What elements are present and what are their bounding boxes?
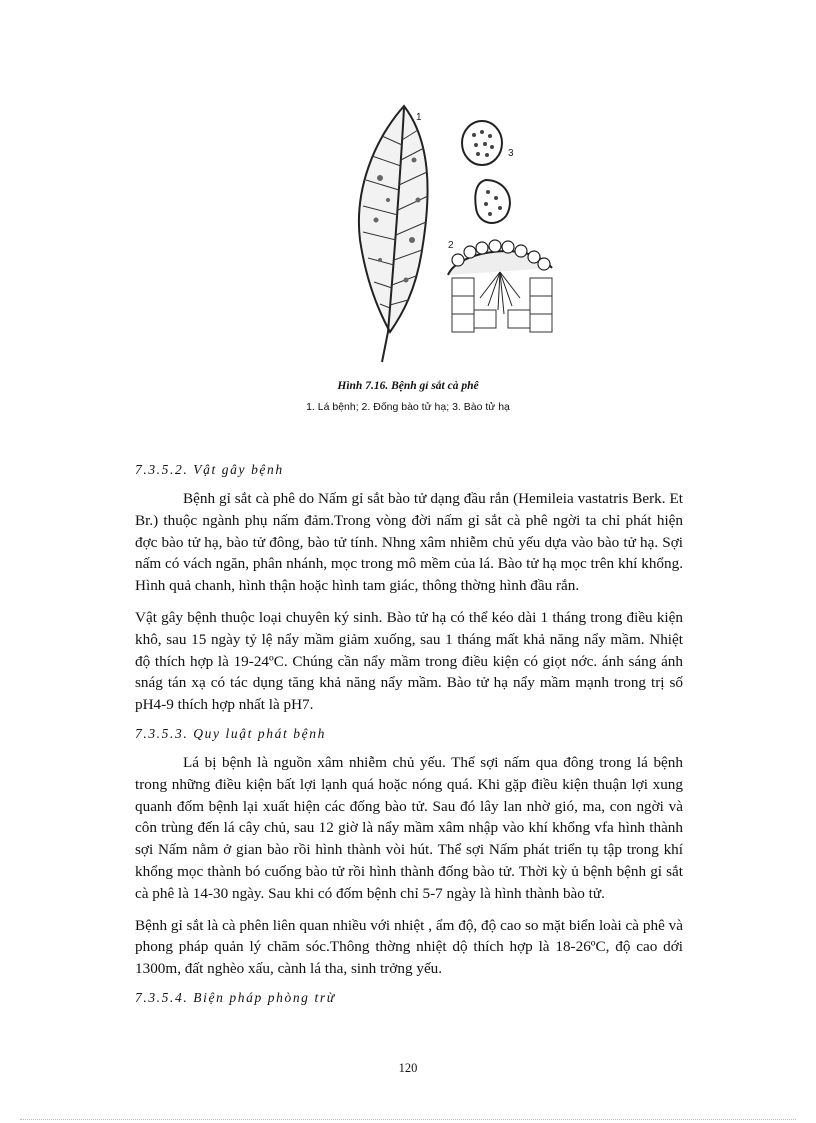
uredinium-section-drawing — [448, 240, 552, 332]
figure-label-1: 1 — [416, 112, 422, 123]
figure-label-2: 2 — [448, 240, 454, 251]
figure-caption-title: Hình 7.16. Bệnh gỉ sắt cà phê — [337, 380, 479, 392]
paragraph-pathogen-1: Bệnh gỉ sắt cà phê do Nấm gỉ sắt bào tử dạng đầu rắn (Hemileia vastatris Berk. Et Br.) thuộc ngành phụ nấm đảm.Trong vòng đời nấm gỉ sắt cà phê ngời ta chỉ phát hiện đợc bào tử hạ, bào tử đông, bào tử tính. Nhng xâm nhiễm chủ yếu dựa vào bào tử hạ. Sợi nấm có vách ngăn, phân nhánh, mọc trong mô mềm của lá. Bào tử hạ mọc trên khí khổng. Hình quả chanh, hình thận hoặc hình tam giác, thông thờng hình đầu rắn. — [135, 490, 683, 595]
figure-label-3: 3 — [508, 148, 514, 159]
page-number: 120 — [398, 1061, 418, 1075]
paragraph-pathogen-2: Vật gây bệnh thuộc loại chuyên ký sinh. Bào tử hạ có thể kéo dài 1 tháng trong điều kiện khô, sau 15 ngày tỷ lệ nẩy mầm giảm xuống, sau 1 tháng mất khả năng nẩy mầm. Nhiệt độ thích hợp là 19-24ºC. Chúng cần nẩy mầm trong điều kiện có giọt nớc. ánh sáng ánh snág tán xạ có tác dụng tăng khả năng nẩy mầm. Bào tử hạ nẩy mầm mạnh trong trị số pH4-9 thích hợp nhất là pH7. — [135, 608, 683, 714]
section-heading-disease-cycle: 7.3.5.3. Quy luật phát bệnh — [135, 725, 326, 741]
figure-illustration — [330, 100, 590, 375]
footer-divider — [20, 1119, 796, 1120]
urediniospore-drawing-middle — [475, 180, 510, 223]
section-heading-pathogen: 7.3.5.2. Vật gây bệnh — [135, 462, 284, 477]
figure-caption-subtitle: 1. Lá bệnh; 2. Đống bào tử hạ; 3. Bào tử hạ — [306, 401, 510, 413]
paragraph-cycle-2: Bệnh gỉ sắt là cà phên liên quan nhiều với nhiệt , ẩm độ, độ cao so mặt biển loài cà phê và phong pháp quản lý chăm sóc.Thông thờng nhiệt dộ thích hợp là 18-26ºC, độ cao dới 1300m, đất nghèo xấu, cành lá tha, sinh trởng yếu. — [135, 916, 683, 978]
paragraph-cycle-1: Lá bị bệnh là nguồn xâm nhiễm chủ yếu. Thể sợi nấm qua đông trong lá bệnh trong những điều kiện bất lợi lạnh quá hoặc nóng quá. Khi gặp điều kiện thuận lợi xung quanh đốm bệnh lại xuất hiện các đống bào tử. Sau đó lây lan nhờ gió, ma, con ngời và côn trùng đến lá cây chủ, sau 12 giờ là nẩy mầm xâm nhập vào khí khổng vfa hình thành sợi Nấm nằm ở gian bào rồi hình thành vòi hút. Thể sợi Nấm phát triển tụ tập trong khí khổng mọc thành bó cuống bào tử rồi hình thành đống bào tử. Thời kỳ ủ bệnh bệnh gỉ sắt cà phê là 14-30 ngày. Sau khi có đốm bệnh chỉ 5-7 ngày là hình thành bào tử. — [135, 753, 683, 902]
coffee-rust-drawing — [330, 100, 590, 375]
document-body — [135, 462, 683, 1016]
section-heading-control: 7.3.5.4. Biện pháp phòng trừ — [135, 989, 336, 1005]
urediniospore-drawing-top — [462, 121, 502, 165]
diseased-leaf-drawing — [359, 106, 428, 332]
